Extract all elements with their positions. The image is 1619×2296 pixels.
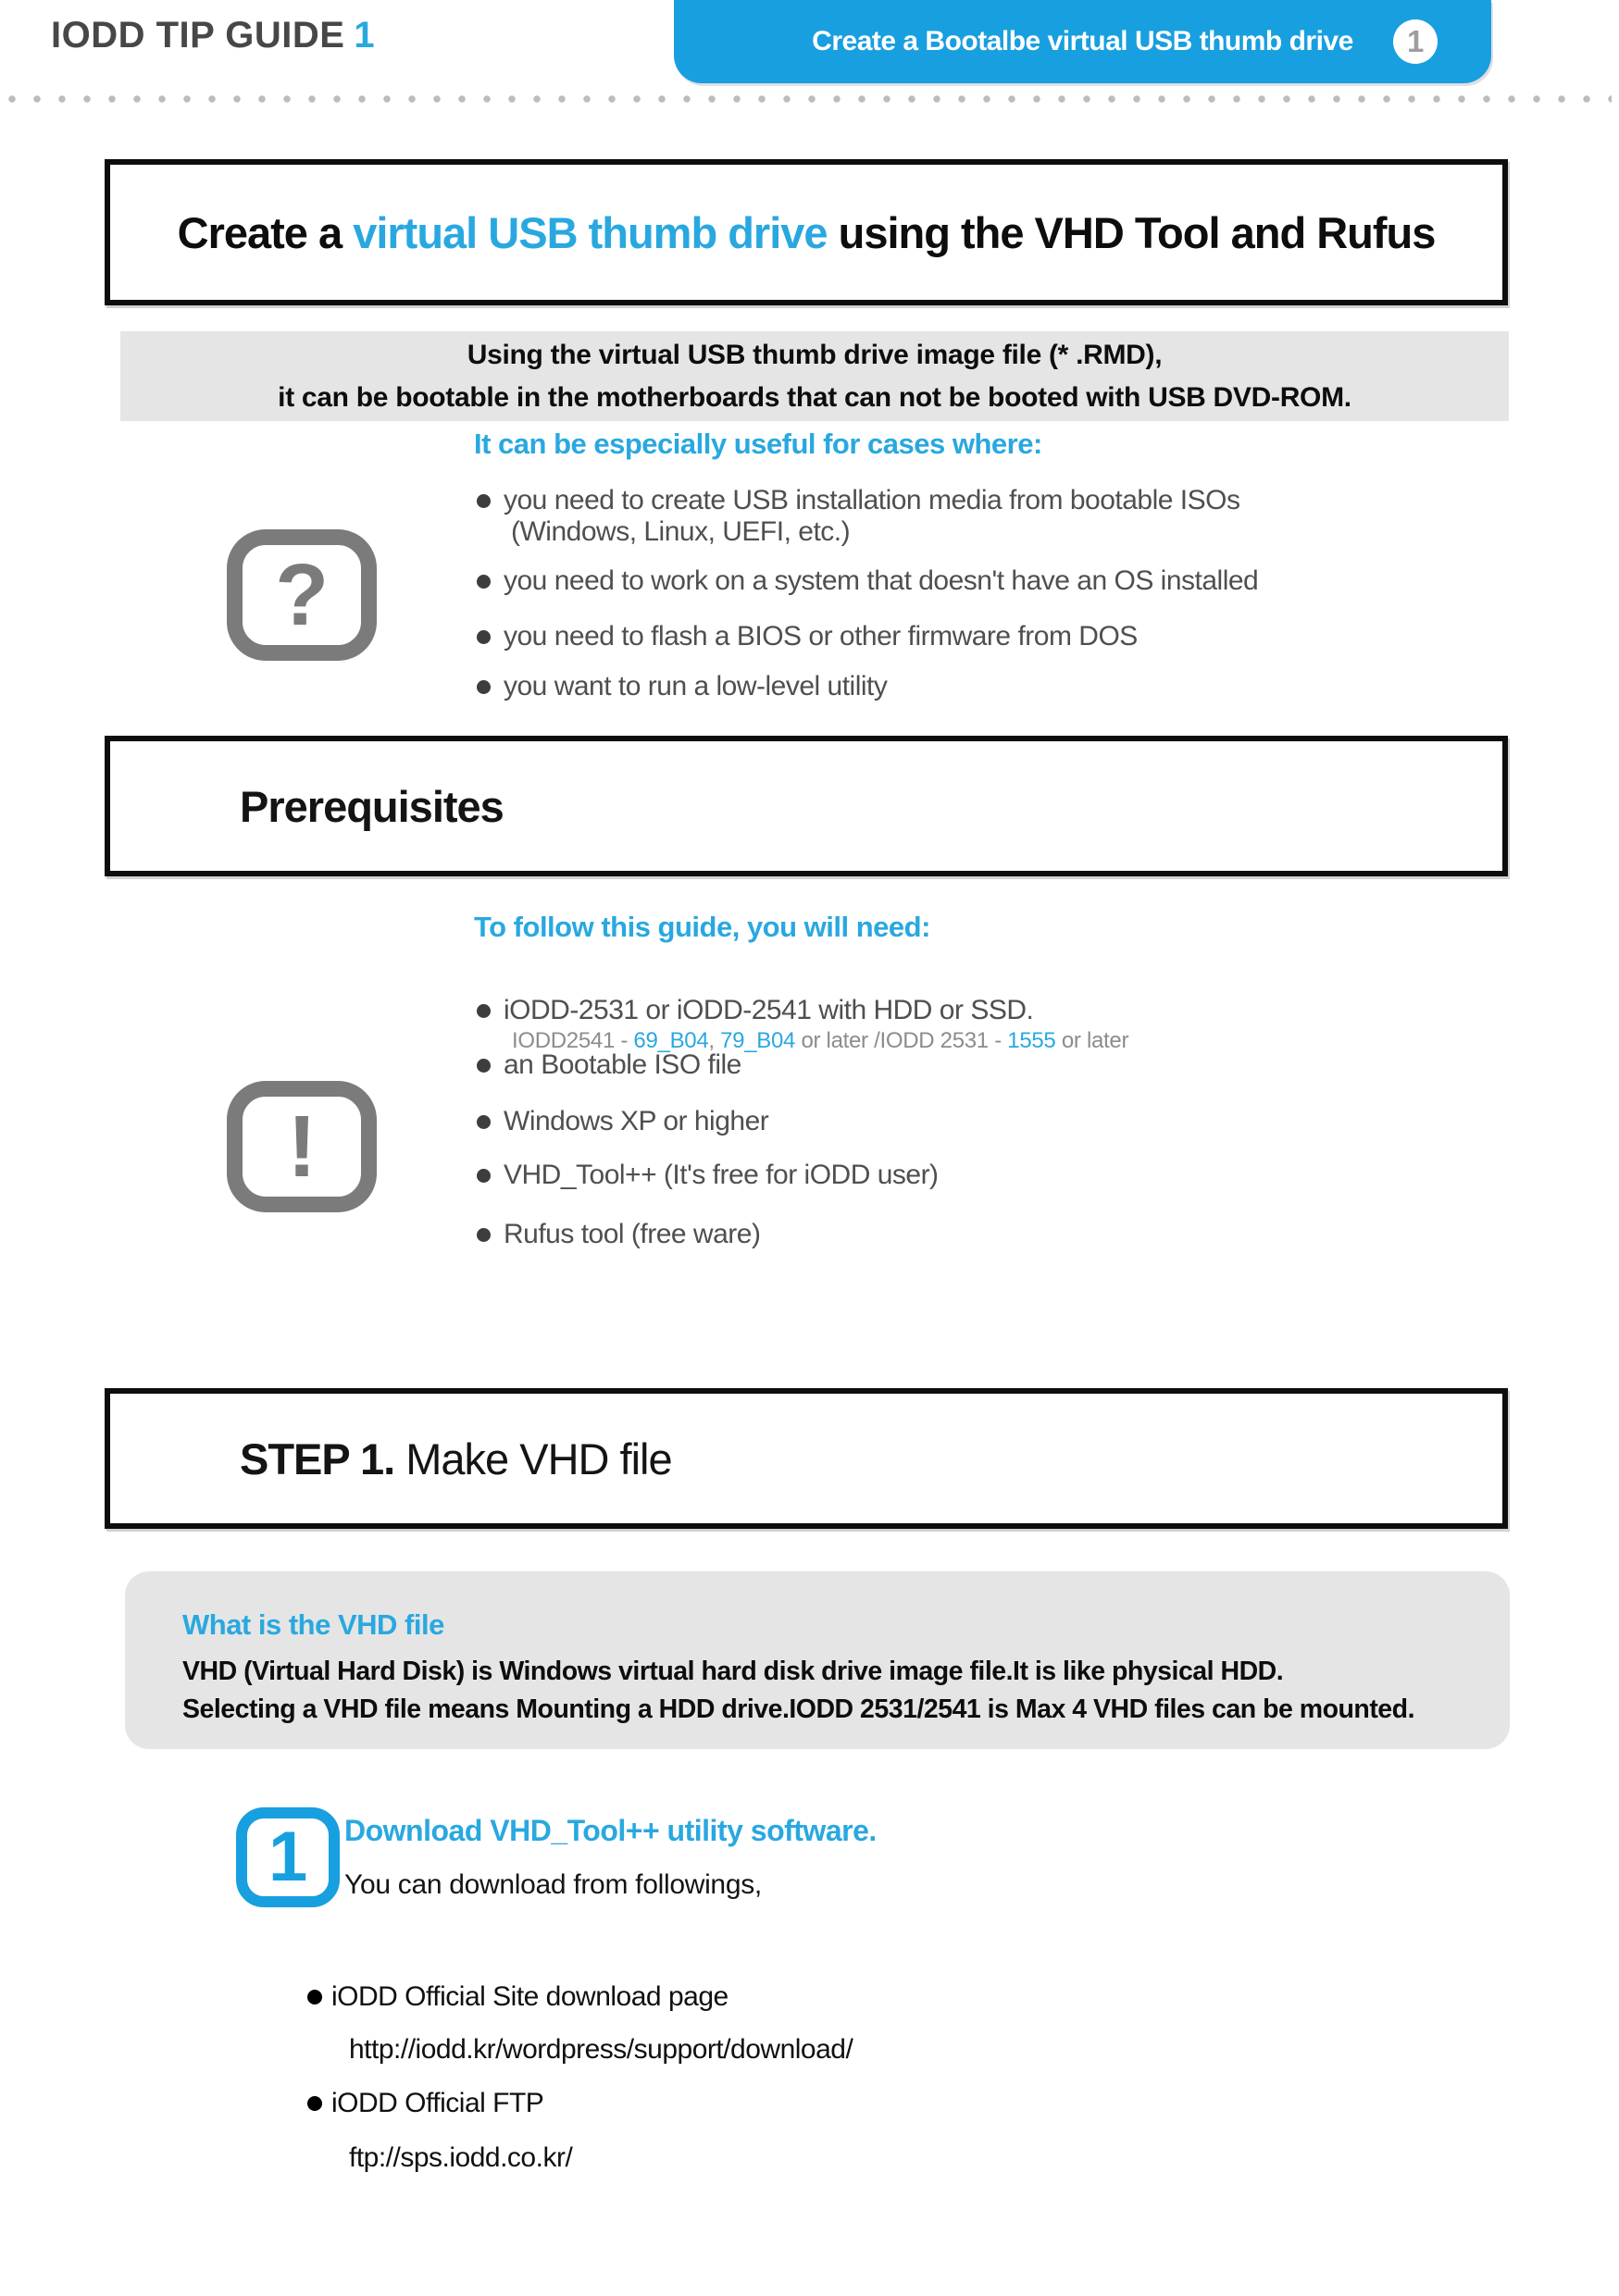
useful-item-1 [477, 485, 1239, 548]
bullet-icon [477, 1115, 491, 1129]
bullet-icon [307, 2096, 322, 2111]
prereq-item-4 [477, 1160, 939, 1191]
substep-subtext: You can download from followings, [344, 1869, 762, 1900]
useful-item-1-text [504, 485, 1239, 548]
bullet-icon [477, 1169, 491, 1183]
dotted-divider [7, 94, 1612, 104]
prerequisites-title-box [105, 736, 1508, 876]
subnote-firmware-2: 79_B04 [720, 1028, 796, 1053]
download-link-2 [307, 2088, 543, 2119]
useful-item-1-line1: you need to create USB installation media from bootable ISOs [504, 485, 1240, 515]
useful-item-3 [477, 621, 1138, 652]
brand-number: 1 [354, 15, 376, 56]
bullet-icon [477, 680, 491, 694]
main-title-prefix: Create a [177, 207, 354, 257]
prereq-item-1-text: iODD-2531 or iODD-2541 with HDD or SSD. [504, 995, 1034, 1025]
download-link-2-label: iODD Official FTP [331, 2088, 544, 2118]
main-title-highlight: virtual USB thumb drive [353, 207, 828, 257]
main-title-suffix: using the VHD Tool and Rufus [827, 207, 1436, 257]
step1-title-text: Make VHD file [394, 1433, 672, 1483]
prereq-item-3-text: Windows XP or higher [504, 1106, 769, 1136]
vhd-info-heading: What is the VHD file [182, 1608, 444, 1641]
intro-line1: Using the virtual USB thumb drive image file (* .RMD), [467, 339, 1163, 370]
prerequisites-heading: To follow this guide, you will need: [474, 911, 930, 943]
download-link-1-label: iODD Official Site download page [331, 1981, 729, 2012]
download-link-1-url[interactable]: http://iodd.kr/wordpress/support/download/ [349, 2034, 853, 2065]
bullet-icon [477, 494, 491, 508]
bullet-icon [477, 1004, 491, 1018]
intro-line2: it can be bootable in the motherboards that can not be booted with USB DVD-ROM. [278, 381, 1351, 413]
step1-title-label: STEP 1. [240, 1433, 395, 1483]
subnote-seg-3: or later /IODD 2531 - [795, 1028, 1008, 1053]
header-banner [674, 0, 1491, 83]
exclamation-icon: ! [227, 1081, 377, 1212]
subnote-firmware-3: 1555 [1007, 1028, 1056, 1053]
useful-item-4-text: you want to run a low-level utility [504, 671, 888, 701]
subnote-seg-4: or later [1055, 1028, 1129, 1053]
banner-title: Create a Bootalbe virtual USB thumb drive [812, 26, 1353, 56]
brand-text: IODD TIP GUIDE [51, 15, 345, 56]
vhd-info-line2: Selecting a VHD file means Mounting a HDD drive.IODD 2531/2541 is Max 4 VHD files can be mounted. [182, 1694, 1414, 1724]
bullet-icon [477, 575, 491, 589]
intro-note [120, 331, 1509, 421]
page-number-badge: 1 [1393, 19, 1438, 64]
bullet-icon [477, 1228, 491, 1242]
prereq-item-3 [477, 1106, 768, 1137]
step1-title-box [105, 1388, 1508, 1529]
question-icon: ? [227, 529, 377, 661]
useful-item-2 [477, 565, 1258, 597]
bullet-icon [307, 1990, 322, 2004]
prereq-item-4-text: VHD_Tool++ (It's free for iODD user) [504, 1160, 939, 1190]
download-link-1 [307, 1981, 729, 2013]
bullet-icon [477, 1059, 491, 1073]
prereq-item-1 [477, 995, 1033, 1026]
subnote-seg-1: IODD2541 - [512, 1028, 634, 1053]
useful-item-4 [477, 671, 887, 702]
useful-item-2-text: you need to work on a system that doesn't have an OS installed [504, 565, 1259, 596]
prereq-item-2 [477, 1049, 741, 1081]
prerequisites-title: Prerequisites [240, 781, 504, 831]
useful-heading: It can be especially useful for cases where: [474, 428, 1042, 460]
substep-number-badge: 1 [236, 1807, 340, 1907]
prereq-item-5-text: Rufus tool (free ware) [504, 1219, 761, 1249]
useful-item-1-line2: (Windows, Linux, UEFI, etc.) [511, 516, 851, 547]
download-link-2-url[interactable]: ftp://sps.iodd.co.kr/ [349, 2142, 573, 2173]
prereq-item-2-text: an Bootable ISO file [504, 1049, 741, 1080]
prereq-item-5 [477, 1219, 760, 1250]
brand-title [51, 15, 375, 56]
substep-heading: Download VHD_Tool++ utility software. [344, 1814, 877, 1847]
vhd-info-line1: VHD (Virtual Hard Disk) is Windows virtual hard disk drive image file.It is like physical HDD. [182, 1657, 1284, 1686]
subnote-firmware-1: 69_B04 [633, 1028, 709, 1053]
main-title-box [105, 159, 1508, 305]
bullet-icon [477, 630, 491, 644]
useful-item-3-text: you need to flash a BIOS or other firmware from DOS [504, 621, 1138, 652]
vhd-info-box [125, 1571, 1510, 1749]
subnote-seg-2: , [708, 1028, 721, 1053]
